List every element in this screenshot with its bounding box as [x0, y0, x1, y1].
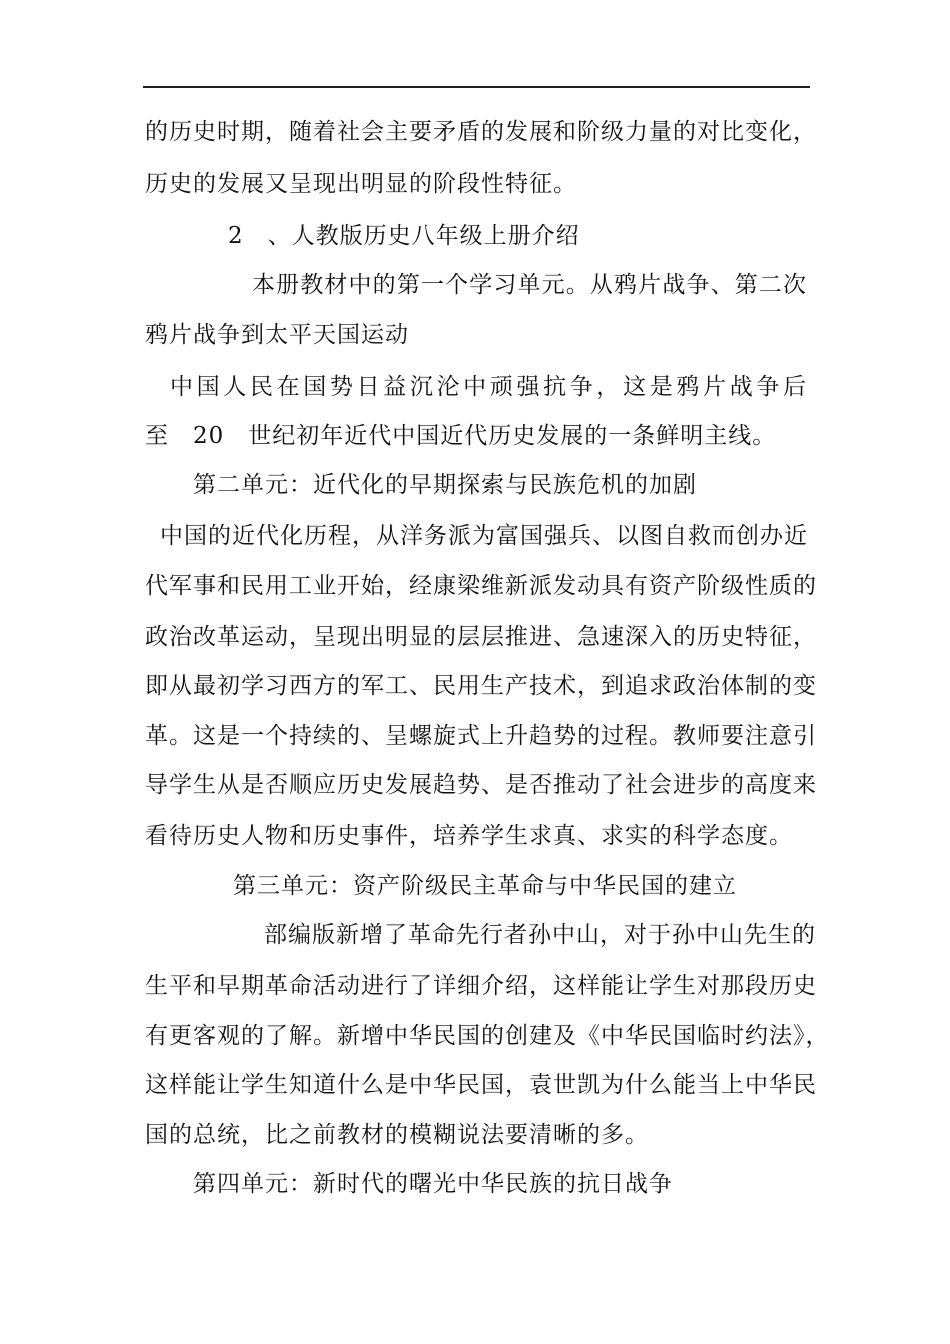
unit-heading: 第二单元：近代化的早期探索与民族危机的加剧: [193, 472, 697, 498]
text-line: 部编版新增了革命先行者孙中山，对于孙中山先生的: [264, 922, 816, 948]
header-rule: [143, 86, 810, 88]
text-line: 国的总统，比之前教材的模糊说法要清晰的多。: [145, 1122, 649, 1148]
text-line: 有更客观的了解。新增中华民国的创建及《中华民国临时约法》，: [145, 1023, 830, 1049]
text-line: 即从最初学习西方的军工、民用生产技术，到追求政治体制的变: [145, 673, 817, 699]
text-line: 生平和早期革命活动进行了详细介绍，这样能让学生对那段历史: [145, 973, 817, 999]
text-line: 导学生从是否顺应历史发展趋势、是否推动了社会进步的高度来: [145, 772, 817, 798]
text-line: 历史的发展又呈现出明显的阶段性特征。: [145, 171, 577, 197]
text-fragment: 世纪初年近代中国近代历史发展的一条鲜明主线。: [248, 423, 777, 449]
text-line: 这样能让学生知道什么是中华民国，袁世凯为什么能当上中华民: [145, 1072, 817, 1098]
text-line: 本册教材中的第一个学习单元。从鸦片战争、第二次: [252, 272, 807, 298]
text-line: 的历史时期，随着社会主要矛盾的发展和阶级力量的对比变化，: [145, 119, 817, 145]
text-line: 政治改革运动，呈现出明显的层层推进、急速深入的历史特征，: [145, 624, 817, 650]
text-line: [145, 421, 776, 451]
text-line: 中国人民在国势日益沉沦中顽强抗争，这是鸦片战争后: [170, 374, 807, 400]
text-line: 鸦片战争到太平天国运动: [145, 322, 409, 348]
text-fragment: 至: [145, 423, 169, 449]
text-line: 中国的近代化历程，从洋务派为富国强兵、以图自救而创办近: [160, 523, 808, 549]
text-line: 代军事和民用工业开始，经康梁维新派发动具有资产阶级性质的: [145, 573, 817, 599]
text-line: 看待历史人物和历史事件，培养学生求真、求实的科学态度。: [145, 823, 793, 849]
number-fragment: 20: [193, 423, 225, 449]
text-line: 革。这是一个持续的、呈螺旋式上升趋势的过程。教师要注意引: [145, 723, 817, 749]
section-heading: 2 、人教版历史八年级上册介绍: [228, 223, 580, 249]
unit-heading: 第四单元：新时代的曙光中华民族的抗日战争: [193, 1171, 673, 1197]
unit-heading: 第三单元：资产阶级民主革命与中华民国的建立: [233, 873, 737, 899]
